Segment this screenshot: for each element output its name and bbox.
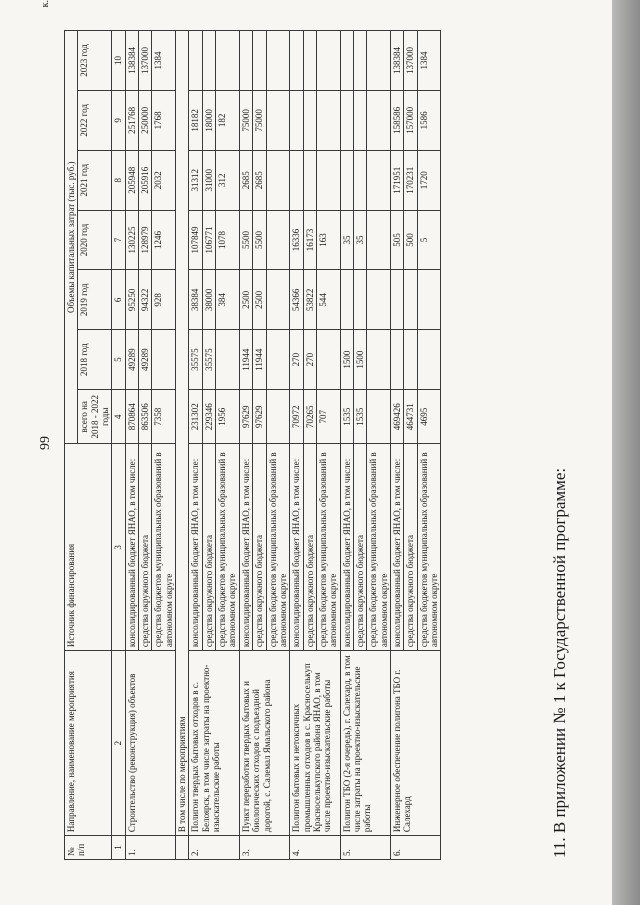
amount-cell xyxy=(340,150,353,210)
amount-cell: 106771 xyxy=(202,210,215,270)
corner-mark: к. xyxy=(40,0,51,8)
amount-cell: 544 xyxy=(316,270,340,330)
amount-cell: 1384 xyxy=(417,31,441,91)
amount-cell: 2500 xyxy=(253,270,266,330)
amount-cell: 49289 xyxy=(139,330,152,390)
amount-cell: 469426 xyxy=(390,390,403,444)
funding-source: консолидированный бюджет ЯНАО, в том числе: xyxy=(340,444,353,651)
amount-cell xyxy=(390,270,403,330)
table-body xyxy=(125,31,441,860)
amount-cell: 1768 xyxy=(152,90,176,150)
funding-source: средства бюджетов муниципальных образований в автономном округе xyxy=(152,444,176,651)
amount-cell: 49289 xyxy=(125,330,138,390)
header-num: № п/п xyxy=(65,836,112,860)
row-number: 5. xyxy=(340,836,390,860)
amount-cell: 54366 xyxy=(290,270,303,330)
amount-cell: 70265 xyxy=(303,390,316,444)
amount-cell: 870864 xyxy=(125,390,138,444)
column-index: 2 xyxy=(112,651,125,836)
amount-cell xyxy=(353,31,366,91)
amount-cell: 138384 xyxy=(125,31,138,91)
amount-cell: 137000 xyxy=(139,31,152,91)
amount-cell xyxy=(367,330,391,390)
amount-cell xyxy=(340,270,353,330)
amount-cell xyxy=(316,330,340,390)
amount-cell xyxy=(316,31,340,91)
amount-cell xyxy=(367,270,391,330)
amount-cell: 231302 xyxy=(189,390,202,444)
amount-cell: 2685 xyxy=(239,150,252,210)
capital-expenses-table xyxy=(64,30,441,860)
amount-cell xyxy=(216,330,240,390)
measure-name: Инженерное обеспечение полигона ТБО г. Салехард xyxy=(390,651,440,836)
row-number: 1. xyxy=(125,836,175,860)
table-row xyxy=(189,31,202,860)
amount-cell: 1078 xyxy=(216,210,240,270)
amount-cell: 4695 xyxy=(417,390,441,444)
amount-cell: 205948 xyxy=(125,150,138,210)
amount-cell: 205916 xyxy=(139,150,152,210)
footer-text: 11. В приложении № 1 к Государственной программе: xyxy=(550,467,569,858)
amount-cell: 2032 xyxy=(152,150,176,210)
measure-name: Полигон твердых бытовых отходов в с. Белоярск, в том числе затраты на проектно-изыскательские работы xyxy=(189,651,239,836)
amount-cell xyxy=(266,210,290,270)
column-index: 7 xyxy=(112,210,125,270)
amount-cell: 171951 xyxy=(390,150,403,210)
amount-cell: 128979 xyxy=(139,210,152,270)
header-volume: Объемы капитальных затрат (тыс. руб.) xyxy=(65,31,78,444)
amount-cell xyxy=(290,90,303,150)
amount-cell xyxy=(404,270,417,330)
header-total: всего на 2018 - 2022 годы xyxy=(78,390,112,444)
column-index-row xyxy=(112,31,125,860)
table-row xyxy=(340,31,353,860)
amount-cell: 7358 xyxy=(152,390,176,444)
amount-cell: 170231 xyxy=(404,150,417,210)
amount-cell: 1384 xyxy=(152,31,176,91)
amount-cell: 2500 xyxy=(239,270,252,330)
amount-cell: 182 xyxy=(216,90,240,150)
table-row xyxy=(290,31,303,860)
amount-cell xyxy=(353,270,366,330)
amount-cell: 5500 xyxy=(239,210,252,270)
amount-cell xyxy=(303,150,316,210)
amount-cell: 97629 xyxy=(253,390,266,444)
amount-cell xyxy=(316,150,340,210)
amount-cell: 928 xyxy=(152,270,176,330)
amount-cell: 35 xyxy=(340,210,353,270)
funding-source: консолидированный бюджет ЯНАО, в том числе: xyxy=(390,444,403,651)
amount-cell: 505 xyxy=(390,210,403,270)
amount-cell: 1500 xyxy=(353,330,366,390)
amount-cell xyxy=(290,150,303,210)
funding-source: средства окружного бюджета xyxy=(202,444,215,651)
amount-cell: 75000 xyxy=(253,90,266,150)
scanner-edge xyxy=(612,0,640,905)
amount-cell: 1586 xyxy=(417,90,441,150)
amount-cell: 31000 xyxy=(202,150,215,210)
amount-cell: 5 xyxy=(417,210,441,270)
amount-cell: 251768 xyxy=(125,90,138,150)
amount-cell xyxy=(417,270,441,330)
section-row xyxy=(176,31,189,860)
amount-cell: 53822 xyxy=(303,270,316,330)
section-spacer xyxy=(176,836,189,860)
amount-cell: 18182 xyxy=(189,90,202,150)
table-row xyxy=(125,31,138,860)
amount-cell: 1535 xyxy=(340,390,353,444)
amount-cell: 75000 xyxy=(239,90,252,150)
amount-cell xyxy=(266,90,290,150)
header-year: 2018 год xyxy=(78,330,112,390)
funding-source: средства бюджетов муниципальных образований в автономном округе xyxy=(266,444,290,651)
amount-cell xyxy=(266,330,290,390)
amount-cell: 500 xyxy=(404,210,417,270)
amount-cell: 270 xyxy=(290,330,303,390)
amount-cell xyxy=(353,150,366,210)
row-number: 6. xyxy=(390,836,440,860)
table-row xyxy=(390,31,403,860)
amount-cell xyxy=(353,90,366,150)
amount-cell xyxy=(367,390,391,444)
amount-cell: 229346 xyxy=(202,390,215,444)
amount-cell xyxy=(367,210,391,270)
measure-name: Пункт переработки твердых бытовых и биологических отходов с подъездной дорогой, с. Салемал Ямальского района xyxy=(239,651,289,836)
header-year: 2023 год xyxy=(78,31,112,91)
amount-cell xyxy=(367,31,391,91)
funding-source: средства окружного бюджета xyxy=(303,444,316,651)
amount-cell xyxy=(404,330,417,390)
amount-cell xyxy=(367,150,391,210)
amount-cell: 863506 xyxy=(139,390,152,444)
funding-source: консолидированный бюджет ЯНАО, в том числе: xyxy=(290,444,303,651)
amount-cell xyxy=(266,390,290,444)
amount-cell xyxy=(290,31,303,91)
amount-cell xyxy=(340,31,353,91)
funding-source: средства бюджетов муниципальных образований в автономном округе xyxy=(417,444,441,651)
amount-cell xyxy=(216,31,240,91)
amount-cell: 250000 xyxy=(139,90,152,150)
amount-cell xyxy=(266,31,290,91)
amount-cell: 163 xyxy=(316,210,340,270)
amount-cell: 38000 xyxy=(202,270,215,330)
amount-cell: 70972 xyxy=(290,390,303,444)
row-number: 4. xyxy=(290,836,340,860)
amount-cell: 1535 xyxy=(353,390,366,444)
amount-cell: 5500 xyxy=(253,210,266,270)
funding-source: средства бюджетов муниципальных образований в автономном округе xyxy=(316,444,340,651)
amount-cell: 158586 xyxy=(390,90,403,150)
amount-cell: 16173 xyxy=(303,210,316,270)
header-year: 2021 год xyxy=(78,150,112,210)
amount-cell: 270 xyxy=(303,330,316,390)
amount-cell: 35575 xyxy=(189,330,202,390)
amount-cell: 94322 xyxy=(139,270,152,330)
amount-cell: 35575 xyxy=(202,330,215,390)
amount-cell xyxy=(303,90,316,150)
amount-cell xyxy=(316,90,340,150)
amount-cell xyxy=(367,90,391,150)
amount-cell: 18000 xyxy=(202,90,215,150)
amount-cell xyxy=(152,330,176,390)
amount-cell: 138384 xyxy=(390,31,403,91)
amount-cell: 1956 xyxy=(216,390,240,444)
funding-source: средства окружного бюджета xyxy=(353,444,366,651)
funding-source: средства бюджетов муниципальных образований в автономном округе xyxy=(367,444,391,651)
amount-cell xyxy=(253,31,266,91)
funding-source: средства бюджетов муниципальных образований в автономном округе xyxy=(216,444,240,651)
amount-cell: 1720 xyxy=(417,150,441,210)
header-year: 2022 год xyxy=(78,90,112,150)
amount-cell xyxy=(303,31,316,91)
header-direction: Направление, наименование мероприятия xyxy=(65,651,112,836)
funding-source: средства окружного бюджета xyxy=(139,444,152,651)
amount-cell xyxy=(189,31,202,91)
amount-cell: 16336 xyxy=(290,210,303,270)
column-index: 9 xyxy=(112,90,125,150)
amount-cell: 2685 xyxy=(253,150,266,210)
column-index: 5 xyxy=(112,330,125,390)
funding-source: консолидированный бюджет ЯНАО, в том числе: xyxy=(239,444,252,651)
amount-cell: 95250 xyxy=(125,270,138,330)
amount-cell: 707 xyxy=(316,390,340,444)
amount-cell xyxy=(266,270,290,330)
amount-cell: 107849 xyxy=(189,210,202,270)
measure-name: Полигон ТБО (2-я очередь), г. Салехард, в том числе затраты на проектно-изыскательские работы xyxy=(340,651,390,836)
amount-cell: 31312 xyxy=(189,150,202,210)
table-row xyxy=(239,31,252,860)
amount-cell: 97629 xyxy=(239,390,252,444)
amount-cell xyxy=(340,90,353,150)
amount-cell xyxy=(239,31,252,91)
funding-source: консолидированный бюджет ЯНАО, в том числе: xyxy=(125,444,138,651)
amount-cell: 35 xyxy=(353,210,366,270)
header-source: Источник финансирования xyxy=(65,444,112,651)
amount-cell xyxy=(266,150,290,210)
amount-cell: 464731 xyxy=(404,390,417,444)
measure-name: Полигон бытовых и нетоксичных промышленных отходов в с. Красноселькуп Красноселькупского района ЯНАО, в том числе проектно-изыскательские работы xyxy=(290,651,340,836)
row-number: 2. xyxy=(189,836,239,860)
amount-cell: 1246 xyxy=(152,210,176,270)
rotated-page xyxy=(30,0,590,868)
column-index: 4 xyxy=(112,390,125,444)
header-year: 2020 год xyxy=(78,210,112,270)
page-number: 99 xyxy=(38,436,53,450)
funding-source: консолидированный бюджет ЯНАО, в том числе: xyxy=(189,444,202,651)
column-index: 10 xyxy=(112,31,125,91)
amount-cell xyxy=(390,330,403,390)
amount-cell: 1500 xyxy=(340,330,353,390)
column-index: 3 xyxy=(112,444,125,651)
section-label: В том числе по мероприятиям xyxy=(176,31,189,836)
funding-source: средства окружного бюджета xyxy=(404,444,417,651)
measure-name: Строительство (реконструкция) объектов xyxy=(125,651,175,836)
amount-cell: 157000 xyxy=(404,90,417,150)
row-number: 3. xyxy=(239,836,289,860)
amount-cell xyxy=(417,330,441,390)
amount-cell: 312 xyxy=(216,150,240,210)
amount-cell: 384 xyxy=(216,270,240,330)
amount-cell: 38384 xyxy=(189,270,202,330)
funding-source: средства окружного бюджета xyxy=(253,444,266,651)
column-index: 8 xyxy=(112,150,125,210)
amount-cell xyxy=(202,31,215,91)
column-index: 6 xyxy=(112,270,125,330)
amount-cell: 11944 xyxy=(239,330,252,390)
header-year: 2019 год xyxy=(78,270,112,330)
amount-cell: 137000 xyxy=(404,31,417,91)
amount-cell: 11944 xyxy=(253,330,266,390)
amount-cell: 130225 xyxy=(125,210,138,270)
column-index: 1 xyxy=(112,836,125,860)
